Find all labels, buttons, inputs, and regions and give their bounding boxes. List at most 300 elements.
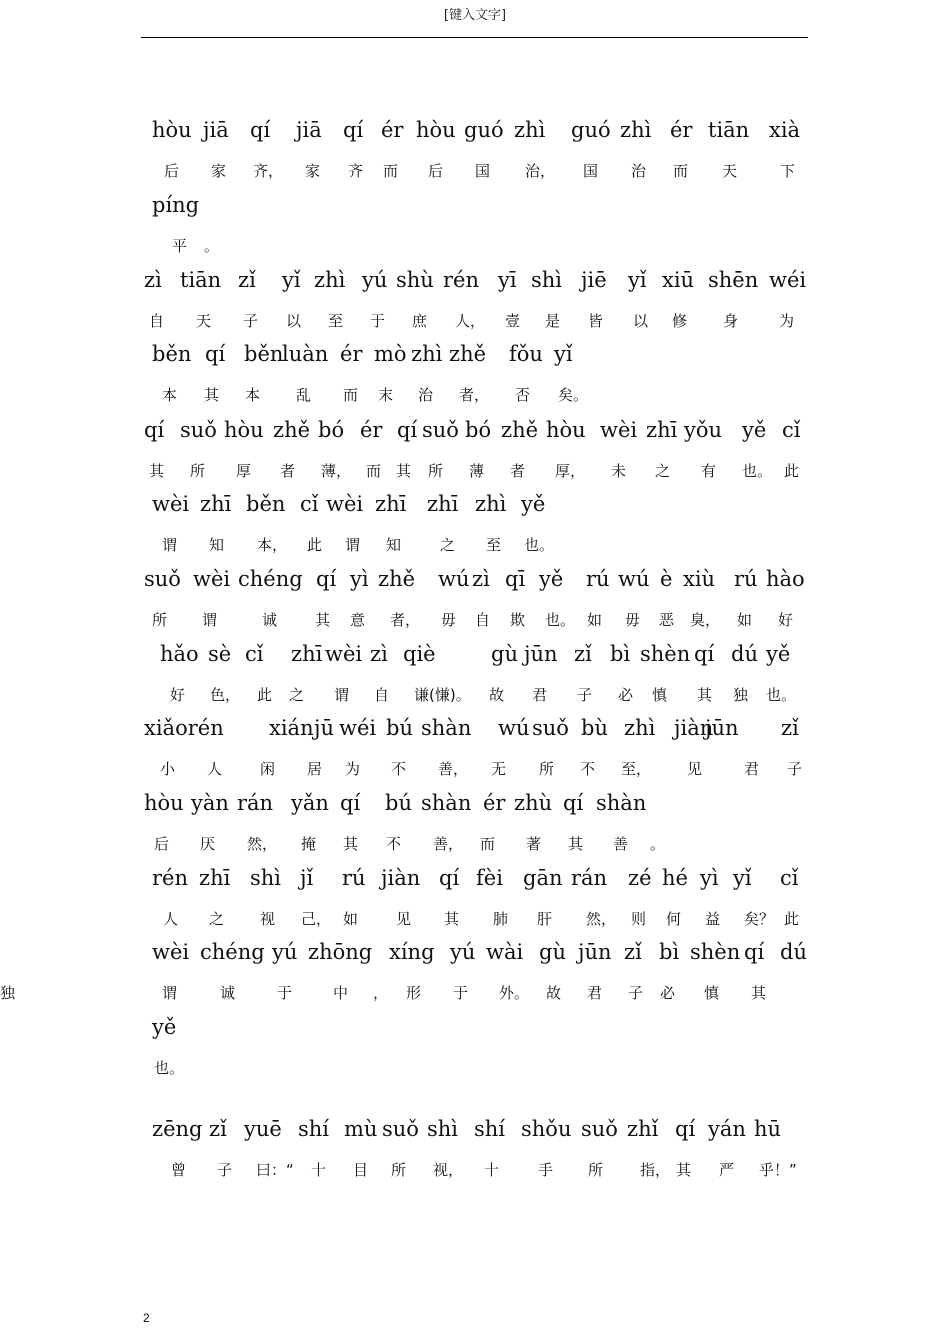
hanzi-character: 曰：“: [256, 1161, 294, 1179]
pinyin-syllable: xià: [769, 118, 801, 142]
pinyin-syllable: ér: [360, 418, 383, 442]
hanzi-character: 君: [587, 984, 603, 1002]
pinyin-syllable: gù: [539, 940, 566, 964]
hanzi-character: 矣。: [558, 386, 589, 404]
hanzi-character: 也。: [766, 686, 797, 704]
hanzi-character: 身: [723, 312, 739, 330]
pinyin-syllable: qí: [675, 1117, 696, 1141]
hanzi-character: 无: [491, 760, 507, 778]
hanzi-character: 之: [655, 462, 671, 480]
hanzi-character: 必: [618, 686, 634, 704]
pinyin-syllable: zǐ: [574, 642, 592, 666]
pinyin-syllable: suǒ: [581, 1117, 618, 1141]
pinyin-syllable: suǒ: [532, 716, 569, 740]
hanzi-character: 外。: [499, 984, 530, 1002]
hanzi-character: 不: [580, 760, 596, 778]
pinyin-syllable: rú: [734, 567, 758, 591]
pinyin-syllable: bì: [610, 642, 631, 666]
pinyin-syllable: zhī: [291, 642, 323, 666]
pinyin-syllable: chéng: [238, 567, 303, 591]
hanzi-character: 有: [701, 462, 717, 480]
pinyin-syllable: wèi: [600, 418, 638, 442]
hanzi-character: 自: [374, 686, 390, 704]
hanzi-character: 庶: [412, 312, 428, 330]
hanzi-character: 国: [475, 162, 491, 180]
hanzi-character: 者，: [390, 611, 421, 629]
hanzi-character: 乱: [296, 386, 312, 404]
pinyin-syllable: wèi: [152, 940, 190, 964]
hanzi-character: 也。: [742, 462, 773, 480]
hanzi-character: 善，: [438, 760, 469, 778]
pinyin-syllable: shàn: [421, 716, 472, 740]
pinyin-syllable: bì: [659, 940, 680, 964]
hanzi-character: 臭，: [690, 611, 721, 629]
pinyin-syllable: fǒu: [509, 342, 543, 366]
hanzi-character: 目: [353, 1161, 369, 1179]
pinyin-syllable: yì: [350, 567, 369, 591]
hanzi-character: 人，: [455, 312, 486, 330]
hanzi-character: 子: [628, 984, 644, 1002]
pinyin-syllable: yě: [742, 418, 767, 442]
hanzi-character: 欺: [510, 611, 526, 629]
hanzi-character: 十: [311, 1161, 327, 1179]
pinyin-syllable: suǒ: [422, 418, 459, 442]
hanzi-character: 而: [343, 386, 359, 404]
pinyin-syllable: shù: [396, 268, 434, 292]
pinyin-syllable: zhī: [646, 418, 678, 442]
hanzi-character: 厌: [200, 835, 216, 853]
hanzi-character: 本: [162, 386, 178, 404]
pinyin-syllable: wú: [438, 567, 470, 591]
pinyin-syllable: zhě: [501, 418, 539, 442]
pinyin-syllable: chéng: [200, 940, 265, 964]
hanzi-character: 者: [510, 462, 526, 480]
pinyin-syllable: hòu: [144, 791, 184, 815]
hanzi-character: 以: [286, 312, 302, 330]
pinyin-syllable: shǒu: [521, 1117, 572, 1141]
hanzi-character: 厚，: [555, 462, 586, 480]
hanzi-character: 之: [289, 686, 305, 704]
hanzi-character: 何: [666, 910, 682, 928]
pinyin-syllable: zhì: [514, 118, 546, 142]
hanzi-character: 于: [277, 984, 293, 1002]
hanzi-character: 其: [315, 611, 331, 629]
hanzi-character: 形: [406, 984, 422, 1002]
pinyin-syllable: hòu: [152, 118, 192, 142]
hanzi-character: 必: [660, 984, 676, 1002]
page-header: [键入文字]: [443, 8, 507, 23]
pinyin-syllable: shì: [250, 866, 282, 890]
pinyin-syllable: hào: [766, 567, 805, 591]
pinyin-syllable: yǐ: [628, 268, 647, 292]
hanzi-character: 。: [650, 835, 666, 853]
pinyin-syllable: zhì: [624, 716, 656, 740]
pinyin-syllable: zǐ: [209, 1117, 227, 1141]
pinyin-syllable: wéi: [769, 268, 807, 292]
pinyin-syllable: hòu: [546, 418, 586, 442]
hanzi-character: 诚: [220, 984, 236, 1002]
header-rule: [141, 37, 808, 38]
hanzi-character: 其: [396, 462, 412, 480]
hanzi-character: 所: [391, 1161, 407, 1179]
pinyin-syllable: qí: [316, 567, 337, 591]
hanzi-character: 至: [486, 536, 502, 554]
pinyin-syllable: jiā: [296, 118, 322, 142]
hanzi-character: 薄: [469, 462, 485, 480]
pinyin-syllable: yě: [539, 567, 564, 591]
pinyin-syllable: rán: [237, 791, 274, 815]
hanzi-character: 乎！”: [759, 1161, 797, 1179]
pinyin-syllable: guó: [571, 118, 611, 142]
pinyin-syllable: wèi: [193, 567, 231, 591]
hanzi-character: 故: [489, 686, 505, 704]
pinyin-syllable: jūn: [705, 716, 739, 740]
pinyin-syllable: zǐ: [238, 268, 256, 292]
hanzi-character: 后: [154, 835, 170, 853]
hanzi-character: 其: [149, 462, 165, 480]
hanzi-character: 知: [386, 536, 402, 554]
hanzi-character: 此: [784, 462, 800, 480]
pinyin-syllable: qí: [744, 940, 765, 964]
hanzi-character: 其: [444, 910, 460, 928]
hanzi-character: 然，: [247, 835, 278, 853]
hanzi-character: 也。: [545, 611, 576, 629]
pinyin-syllable: rán: [571, 866, 608, 890]
pinyin-syllable: jiā: [203, 118, 229, 142]
pinyin-syllable: yǐ: [733, 866, 752, 890]
hanzi-character: 矣？: [744, 910, 775, 928]
hanzi-character: 末: [378, 386, 394, 404]
pinyin-syllable: zé: [628, 866, 652, 890]
hanzi-character: 中: [333, 984, 349, 1002]
pinyin-syllable: cǐ: [782, 418, 801, 442]
hanzi-character: 慎: [704, 984, 720, 1002]
page-number: 2: [143, 1311, 150, 1325]
pinyin-syllable: zhì: [475, 492, 507, 516]
pinyin-syllable: zhī: [200, 492, 232, 516]
hanzi-character: 此: [257, 686, 273, 704]
pinyin-syllable: zǐ: [781, 716, 799, 740]
hanzi-character: 善: [613, 835, 629, 853]
hanzi-character: 天: [196, 312, 212, 330]
hanzi-character: 于: [370, 312, 386, 330]
pinyin-syllable: suǒ: [180, 418, 217, 442]
hanzi-character: 至: [328, 312, 344, 330]
hanzi-character: 其: [676, 1161, 692, 1179]
pinyin-syllable: rén: [152, 866, 188, 890]
pinyin-syllable: shàn: [596, 791, 647, 815]
pinyin-syllable: bú: [386, 716, 413, 740]
hanzi-character: 谦(慊)。: [414, 686, 471, 704]
hanzi-character: 谓: [345, 536, 361, 554]
hanzi-character: 善，: [433, 835, 464, 853]
hanzi-character: 所: [588, 1161, 604, 1179]
hanzi-character: 子: [787, 760, 803, 778]
hanzi-character: 视，: [433, 1161, 464, 1179]
hanzi-character: 知: [209, 536, 225, 554]
pinyin-syllable: píng: [152, 193, 200, 217]
pinyin-syllable: è: [660, 567, 673, 591]
hanzi-character: 恶: [659, 611, 675, 629]
pinyin-syllable: hòu: [224, 418, 264, 442]
hanzi-character: 家: [305, 162, 321, 180]
pinyin-syllable: wèi: [326, 492, 364, 516]
pinyin-syllable: wéi: [339, 716, 377, 740]
pinyin-syllable: xiù: [683, 567, 716, 591]
pinyin-syllable: jiàn: [674, 716, 714, 740]
pinyin-syllable: fèi: [476, 866, 503, 890]
pinyin-syllable: xián: [269, 716, 314, 740]
pinyin-syllable: yì: [700, 866, 719, 890]
hanzi-character: 十: [484, 1161, 500, 1179]
pinyin-syllable: wèi: [152, 492, 190, 516]
pinyin-syllable: yī: [498, 268, 517, 292]
hanzi-character: 曾: [171, 1161, 187, 1179]
hanzi-character: 意: [350, 611, 366, 629]
pinyin-syllable: zhì: [411, 342, 443, 366]
pinyin-syllable: zhì: [620, 118, 652, 142]
pinyin-syllable: shì: [531, 268, 563, 292]
pinyin-syllable: yú: [362, 268, 388, 292]
hanzi-character: 子: [217, 1161, 233, 1179]
hanzi-character: 壹: [505, 312, 521, 330]
pinyin-syllable: qí: [397, 418, 418, 442]
hanzi-character: 不: [386, 835, 402, 853]
pinyin-syllable: jǐ: [300, 866, 314, 890]
hanzi-character: 之: [209, 910, 225, 928]
hanzi-character: 子: [243, 312, 259, 330]
hanzi-character: 其: [751, 984, 767, 1002]
hanzi-character: 此: [307, 536, 323, 554]
hanzi-character: 厚: [236, 462, 252, 480]
pinyin-syllable: jūn: [524, 642, 558, 666]
pinyin-syllable: yě: [766, 642, 791, 666]
hanzi-character: 谓: [334, 686, 350, 704]
hanzi-character: 己，: [301, 910, 332, 928]
pinyin-syllable: ér: [340, 342, 363, 366]
hanzi-character: ，: [373, 984, 389, 1002]
pinyin-syllable: gān: [523, 866, 563, 890]
hanzi-character: 于: [453, 984, 469, 1002]
hanzi-character: 平: [172, 237, 188, 255]
hanzi-character: 独: [733, 686, 749, 704]
hanzi-character: 。: [204, 237, 220, 255]
pinyin-syllable: luàn: [282, 342, 329, 366]
pinyin-syllable: hǎo: [160, 642, 199, 666]
pinyin-syllable: yǎn: [291, 791, 329, 815]
hanzi-character: 独: [0, 984, 16, 1002]
pinyin-syllable: zhě: [378, 567, 416, 591]
pinyin-syllable: bù: [581, 716, 608, 740]
hanzi-character: 闲: [260, 760, 276, 778]
pinyin-syllable: zhī: [199, 866, 231, 890]
hanzi-character: 则: [631, 910, 647, 928]
pinyin-syllable: yàn: [191, 791, 229, 815]
hanzi-character: 居: [307, 760, 323, 778]
hanzi-character: 本: [245, 386, 261, 404]
hanzi-character: 所: [152, 611, 168, 629]
pinyin-syllable: hé: [662, 866, 688, 890]
pinyin-syllable: ér: [670, 118, 693, 142]
pinyin-syllable: zhì: [314, 268, 346, 292]
pinyin-syllable: cǐ: [780, 866, 799, 890]
pinyin-syllable: qí: [694, 642, 715, 666]
pinyin-syllable: yán: [708, 1117, 746, 1141]
pinyin-syllable: mò: [374, 342, 407, 366]
hanzi-character: 国: [583, 162, 599, 180]
hanzi-character: 所: [539, 760, 555, 778]
hanzi-character: 本，: [257, 536, 288, 554]
hanzi-character: 否: [515, 386, 531, 404]
pinyin-syllable: zhōng: [308, 940, 373, 964]
hanzi-character: 好: [778, 611, 794, 629]
hanzi-character: 手: [538, 1161, 554, 1179]
pinyin-syllable: shàn: [421, 791, 472, 815]
pinyin-syllable: cǐ: [245, 642, 264, 666]
hanzi-character: 毋: [441, 611, 457, 629]
hanzi-character: 见: [396, 910, 412, 928]
hanzi-character: 其: [343, 835, 359, 853]
hanzi-character: 故: [546, 984, 562, 1002]
pinyin-syllable: qí: [250, 118, 271, 142]
pinyin-syllable: qí: [205, 342, 226, 366]
hanzi-character: 治，: [525, 162, 556, 180]
pinyin-syllable: wài: [486, 940, 524, 964]
hanzi-character: 其: [568, 835, 584, 853]
pinyin-syllable: běn: [244, 342, 284, 366]
pinyin-syllable: yǐ: [282, 268, 301, 292]
pinyin-syllable: zǐ: [624, 940, 642, 964]
hanzi-character: 君: [532, 686, 548, 704]
pinyin-syllable: jiàn: [381, 866, 421, 890]
pinyin-syllable: qí: [144, 418, 165, 442]
hanzi-character: 掩: [301, 835, 317, 853]
pinyin-syllable: dú: [780, 940, 807, 964]
hanzi-character: 治: [418, 386, 434, 404]
pinyin-syllable: yú: [272, 940, 298, 964]
pinyin-syllable: rén: [443, 268, 479, 292]
hanzi-character: 然，: [586, 910, 617, 928]
pinyin-syllable: ér: [381, 118, 404, 142]
pinyin-syllable: shēn: [708, 268, 759, 292]
pinyin-syllable: zēng: [152, 1117, 203, 1141]
hanzi-character: 下: [780, 162, 796, 180]
hanzi-character: 而: [673, 162, 689, 180]
pinyin-syllable: shí: [474, 1117, 506, 1141]
hanzi-character: 以: [633, 312, 649, 330]
pinyin-syllable: jūn: [578, 940, 612, 964]
hanzi-character: 齐: [348, 162, 364, 180]
hanzi-character: 益: [705, 910, 721, 928]
hanzi-character: 为: [345, 760, 361, 778]
pinyin-syllable: qī: [505, 567, 526, 591]
pinyin-syllable: yuē: [244, 1117, 282, 1141]
pinyin-syllable: zì: [472, 567, 490, 591]
pinyin-syllable: shèn: [640, 642, 691, 666]
pinyin-syllable: suǒ: [144, 567, 181, 591]
hanzi-character: 谓: [162, 984, 178, 1002]
hanzi-character: 天: [722, 162, 738, 180]
hanzi-character: 肺: [493, 910, 509, 928]
hanzi-character: 人: [163, 910, 179, 928]
hanzi-character: 其: [204, 386, 220, 404]
pinyin-syllable: wú: [498, 716, 530, 740]
hanzi-character: 治: [631, 162, 647, 180]
hanzi-character: 未: [611, 462, 627, 480]
pinyin-syllable: wú: [618, 567, 650, 591]
hanzi-character: 诚: [262, 611, 278, 629]
pinyin-syllable: yě: [152, 1015, 177, 1039]
hanzi-character: 也。: [524, 536, 555, 554]
hanzi-character: 家: [211, 162, 227, 180]
pinyin-syllable: shèn: [690, 940, 741, 964]
hanzi-character: 不: [391, 760, 407, 778]
pinyin-syllable: jiē: [581, 268, 607, 292]
pinyin-syllable: xíng: [389, 940, 435, 964]
hanzi-character: 自: [149, 312, 165, 330]
pinyin-syllable: běn: [152, 342, 192, 366]
pinyin-syllable: hòu: [416, 118, 456, 142]
hanzi-character: 者: [280, 462, 296, 480]
hanzi-character: 其: [697, 686, 713, 704]
hanzi-character: 齐，: [253, 162, 284, 180]
pinyin-syllable: guó: [464, 118, 504, 142]
pinyin-syllable: zhǐ: [627, 1117, 659, 1141]
hanzi-character: 视: [260, 910, 276, 928]
hanzi-character: 之: [440, 536, 456, 554]
hanzi-character: 所: [190, 462, 206, 480]
pinyin-syllable: jū: [314, 716, 335, 740]
pinyin-syllable: tiān: [180, 268, 222, 292]
hanzi-character: 如: [343, 910, 359, 928]
pinyin-syllable: tiān: [708, 118, 750, 142]
hanzi-character: 而: [480, 835, 496, 853]
pinyin-syllable: rú: [586, 567, 610, 591]
pinyin-syllable: bú: [385, 791, 412, 815]
hanzi-character: 所: [428, 462, 444, 480]
pinyin-syllable: yú: [450, 940, 476, 964]
pinyin-syllable: dú: [731, 642, 758, 666]
hanzi-character: 为: [779, 312, 795, 330]
hanzi-character: 皆: [588, 312, 604, 330]
hanzi-character: 后: [428, 162, 444, 180]
pinyin-syllable: shí: [298, 1117, 330, 1141]
pinyin-syllable: qiè: [403, 642, 436, 666]
pinyin-syllable: zhě: [273, 418, 311, 442]
pinyin-syllable: zhù: [514, 791, 553, 815]
hanzi-character: 自: [475, 611, 491, 629]
hanzi-character: 是: [545, 312, 561, 330]
hanzi-character: 此: [784, 910, 800, 928]
hanzi-character: 毋: [625, 611, 641, 629]
hanzi-character: 修: [672, 312, 688, 330]
hanzi-character: 如: [587, 611, 603, 629]
pinyin-syllable: zhě: [449, 342, 487, 366]
pinyin-syllable: sè: [208, 642, 232, 666]
pinyin-syllable: zì: [370, 642, 388, 666]
pinyin-syllable: yě: [521, 492, 546, 516]
hanzi-character: 后: [164, 162, 180, 180]
pinyin-syllable: wèi: [325, 642, 363, 666]
pinyin-syllable: bó: [465, 418, 492, 442]
hanzi-character: 指，: [640, 1161, 671, 1179]
pinyin-syllable: gù: [491, 642, 518, 666]
pinyin-syllable: bó: [318, 418, 345, 442]
pinyin-syllable: qí: [563, 791, 584, 815]
pinyin-syllable: hū: [754, 1117, 782, 1141]
pinyin-syllable: cǐ: [300, 492, 319, 516]
hanzi-character: 也。: [154, 1059, 185, 1077]
